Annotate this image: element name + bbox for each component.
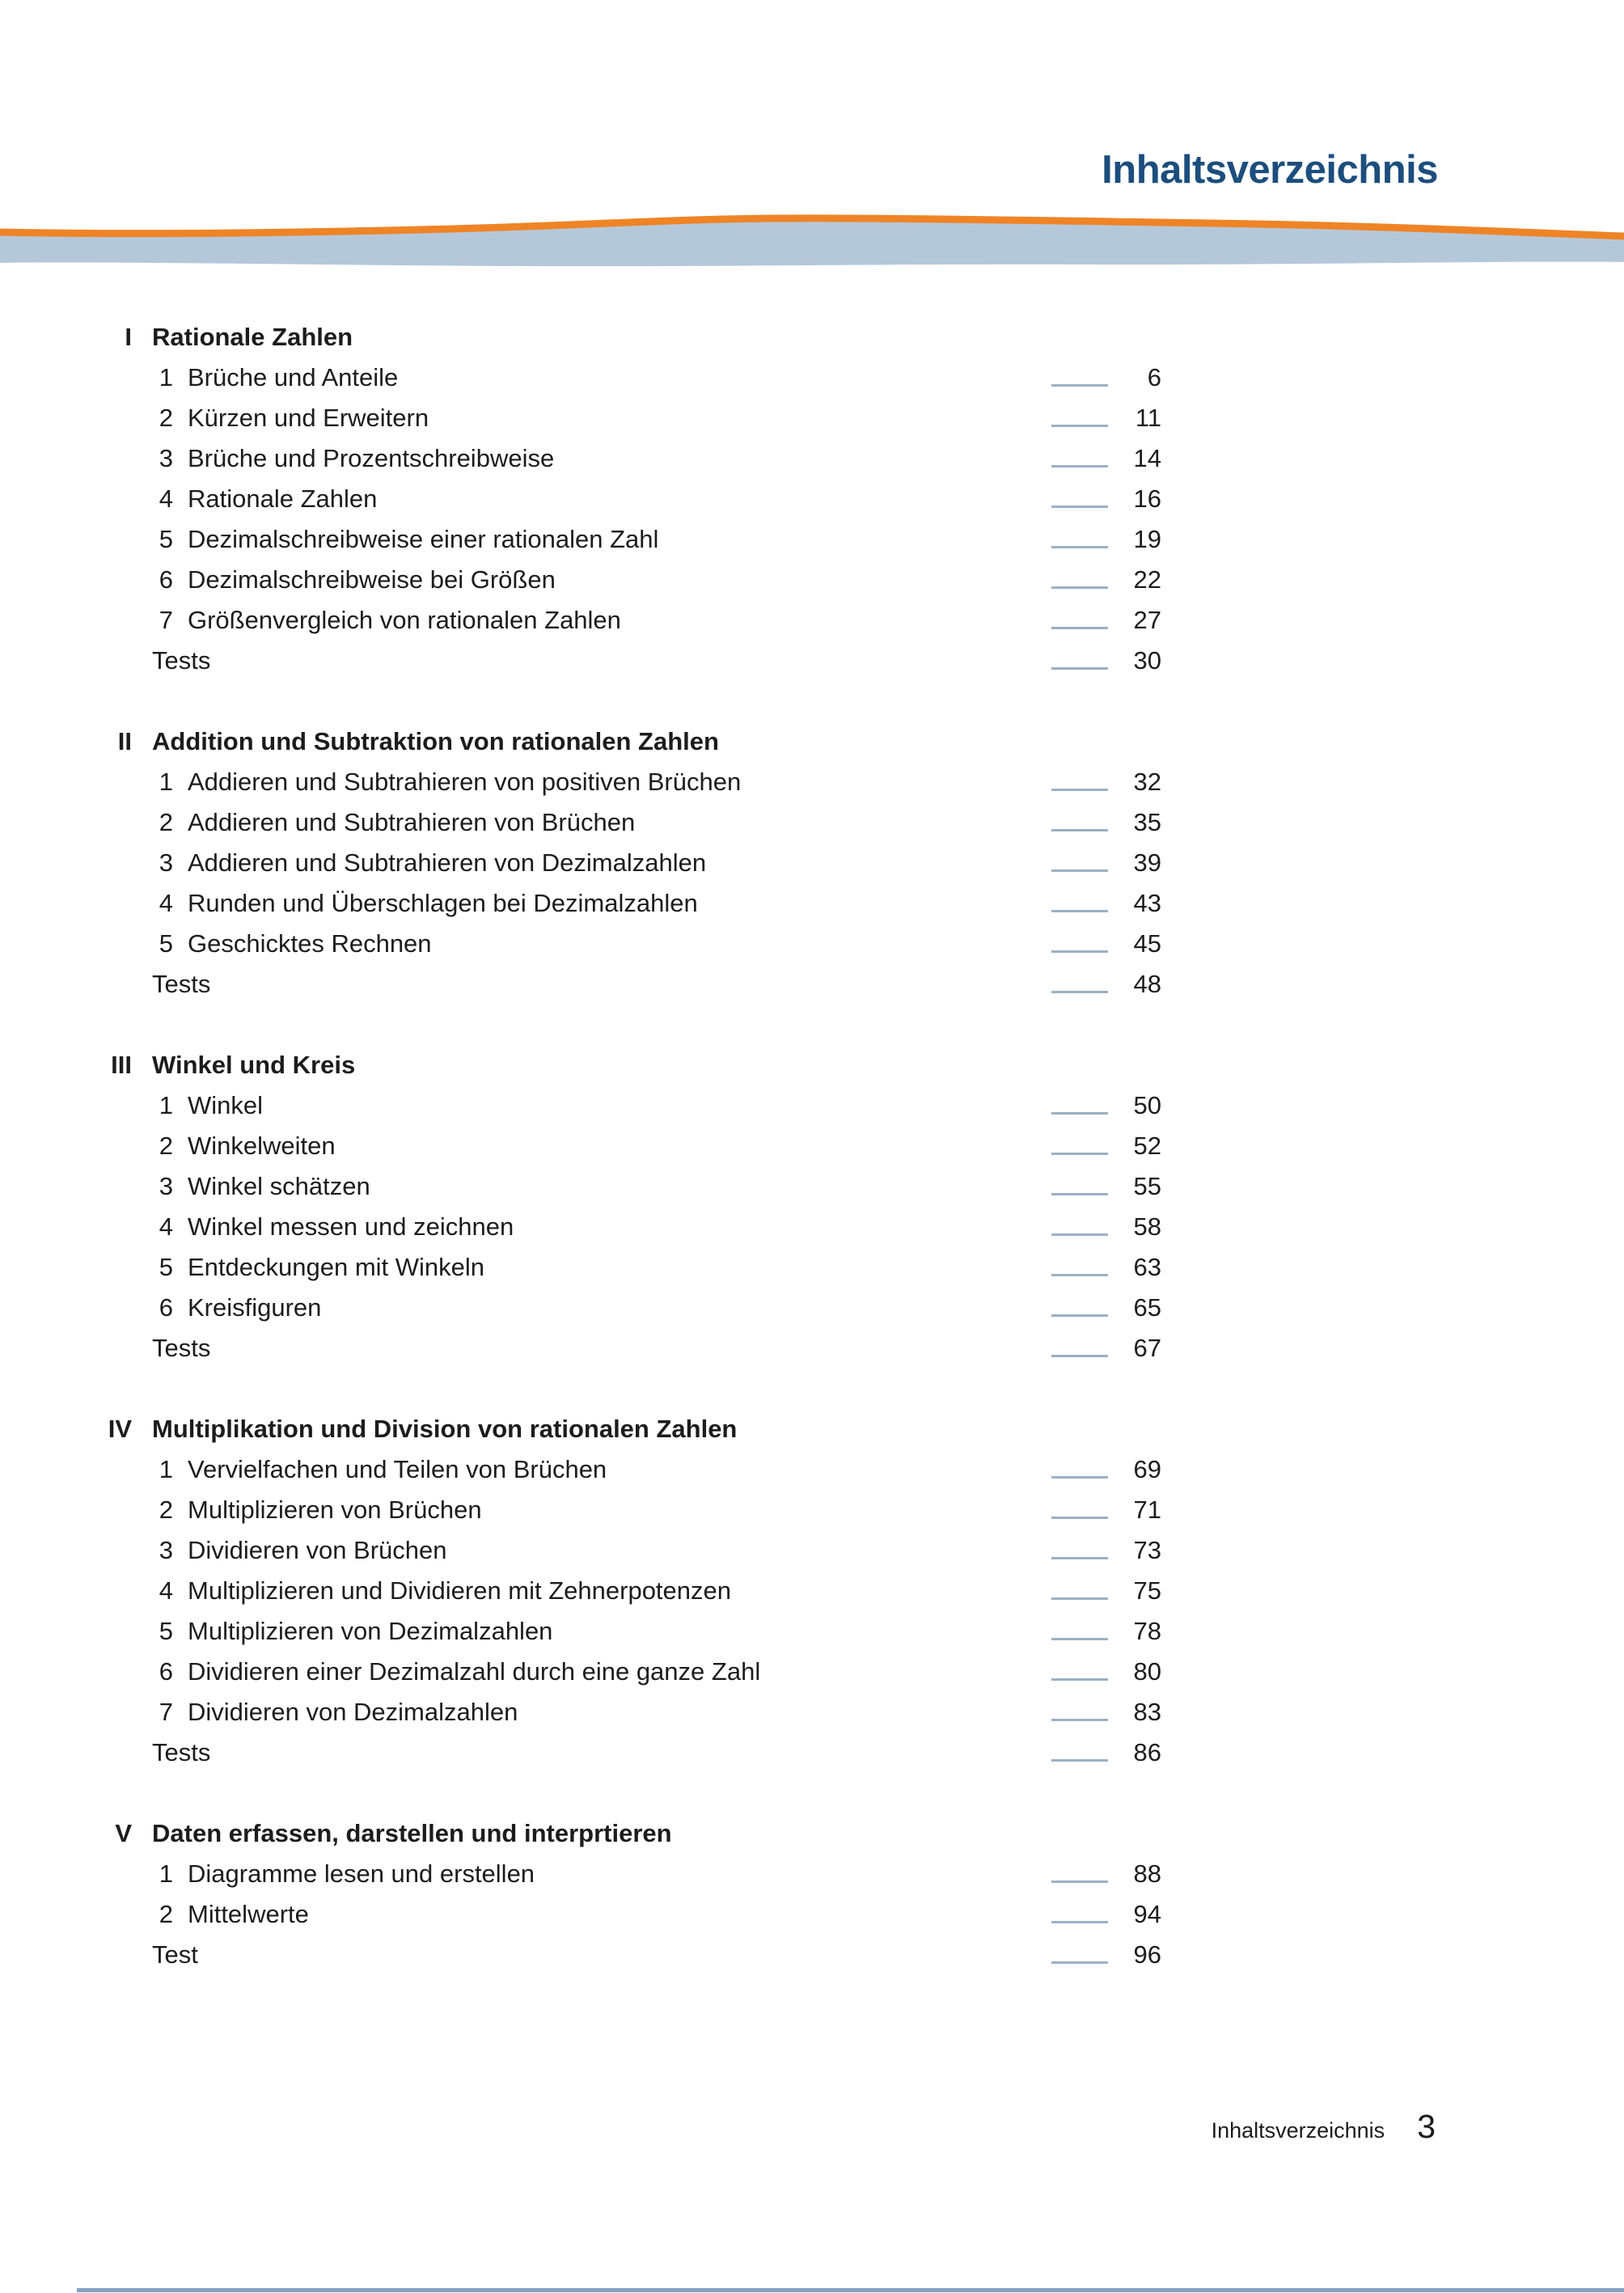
item-number: 4 (159, 1212, 173, 1241)
item-number: 4 (159, 889, 173, 917)
item-page-number: 83 (1133, 1698, 1161, 1726)
leader-line (1051, 506, 1108, 508)
item-label: Vervielfachen und Teilen von Brüchen (188, 1455, 607, 1483)
toc-section (97, 1409, 1161, 1773)
section-title: Addition und Subtraktion von rationalen Zahlen (152, 727, 719, 755)
leader-line (1051, 586, 1108, 589)
item-number: 6 (159, 1293, 173, 1322)
item-page-number: 67 (1133, 1334, 1161, 1362)
item-number: 2 (159, 1496, 173, 1524)
item-label: Kürzen und Erweitern (188, 404, 429, 432)
item-label: Multiplizieren von Brüchen (188, 1496, 482, 1524)
leader-line (1051, 1921, 1108, 1923)
section-numeral: V (115, 1819, 132, 1847)
item-number: 2 (159, 1900, 173, 1928)
item-page-number: 35 (1133, 808, 1161, 836)
toc-section (97, 1045, 1161, 1369)
item-page-number: 80 (1133, 1657, 1161, 1686)
item-label: Dividieren einer Dezimalzahl durch eine ganze Zahl (188, 1657, 761, 1686)
toc-row (97, 802, 1161, 843)
toc-row (97, 1571, 1161, 1611)
leader-line (1051, 1557, 1108, 1559)
section-header (97, 1045, 1161, 1085)
item-number: 1 (159, 768, 173, 796)
toc-section (97, 721, 1161, 1005)
item-number: 7 (159, 1698, 173, 1726)
section-header (97, 721, 1161, 762)
item-number: 2 (159, 1132, 173, 1160)
item-label: Kreisfiguren (188, 1293, 322, 1322)
leader-line (1051, 1638, 1108, 1640)
section-rows (97, 1854, 1161, 1975)
leader-line (1051, 384, 1108, 387)
item-page-number: 55 (1133, 1172, 1161, 1200)
item-number: 3 (159, 1172, 173, 1200)
item-page-number: 86 (1133, 1738, 1161, 1766)
section-rows (97, 357, 1161, 681)
toc-row (97, 357, 1161, 398)
leader-line (1051, 1112, 1108, 1115)
toc-row (97, 519, 1161, 560)
toc-row (97, 964, 1161, 1005)
item-number: 6 (159, 1657, 173, 1686)
toc-row (97, 1652, 1161, 1692)
toc-list (97, 317, 1161, 1975)
leader-line (1051, 1759, 1108, 1762)
item-number: 3 (159, 1536, 173, 1564)
toc-row (97, 883, 1161, 924)
section-rows (97, 1449, 1161, 1773)
item-page-number: 14 (1133, 444, 1161, 472)
section-header (97, 317, 1161, 357)
item-label: Winkel (188, 1091, 264, 1119)
item-label: Mittelwerte (188, 1900, 309, 1928)
item-number: 4 (159, 1576, 173, 1605)
item-label: Dezimalschreibweise einer rationalen Zahl (188, 525, 659, 553)
item-label: Multiplizieren von Dezimalzahlen (188, 1617, 553, 1645)
leader-line (1051, 546, 1108, 548)
toc-row (97, 1328, 1161, 1369)
item-label: Winkel schätzen (188, 1172, 370, 1200)
item-number: 1 (159, 1859, 173, 1888)
toc-row (97, 560, 1161, 600)
toc-row (97, 1490, 1161, 1530)
toc-row (97, 843, 1161, 883)
item-number: 1 (159, 1091, 173, 1119)
item-label: Multiplizieren und Dividieren mit Zehnerpotenzen (188, 1576, 732, 1605)
item-page-number: 52 (1133, 1132, 1161, 1160)
toc-row (97, 398, 1161, 438)
item-page-number: 22 (1133, 565, 1161, 594)
leader-line (1051, 1881, 1108, 1883)
item-page-number: 45 (1133, 929, 1161, 958)
item-page-number: 69 (1133, 1455, 1161, 1483)
section-rows (97, 762, 1161, 1005)
toc-row (97, 1126, 1161, 1166)
toc-row (97, 1935, 1161, 1975)
item-number: 7 (159, 606, 173, 634)
leader-line (1051, 1274, 1108, 1276)
item-page-number: 27 (1133, 606, 1161, 634)
item-page-number: 75 (1133, 1576, 1161, 1605)
leader-line (1051, 1153, 1108, 1155)
toc-row (97, 1449, 1161, 1490)
leader-line (1051, 1719, 1108, 1721)
item-label: Diagramme lesen und erstellen (188, 1859, 535, 1888)
leader-line (1051, 1233, 1108, 1236)
item-label: Addieren und Subtrahieren von Brüchen (188, 808, 636, 836)
leader-line (1051, 789, 1108, 791)
leader-line (1051, 667, 1108, 670)
item-page-number: 63 (1133, 1253, 1161, 1281)
toc-section (97, 1813, 1161, 1975)
item-label: Dividieren von Brüchen (188, 1536, 447, 1564)
item-page-number: 50 (1133, 1091, 1161, 1119)
toc-row (97, 1854, 1161, 1894)
leader-line (1051, 1678, 1108, 1681)
section-rows (97, 1085, 1161, 1369)
item-label: Tests (152, 970, 211, 998)
item-label: Tests (152, 1738, 211, 1766)
toc-row (97, 479, 1161, 519)
toc-row (97, 438, 1161, 479)
section-header (97, 1813, 1161, 1854)
header-wave-band (0, 209, 1624, 273)
item-page-number: 78 (1133, 1617, 1161, 1645)
item-number: 6 (159, 565, 173, 594)
leader-line (1051, 869, 1108, 872)
item-label: Entdeckungen mit Winkeln (188, 1253, 485, 1281)
item-page-number: 94 (1133, 1900, 1161, 1928)
item-label: Winkel messen und zeichnen (188, 1212, 514, 1241)
item-label: Addieren und Subtrahieren von positiven Brüchen (188, 768, 742, 796)
toc-row (97, 1288, 1161, 1328)
toc-row (97, 1166, 1161, 1207)
item-label: Winkelweiten (188, 1132, 336, 1160)
item-page-number: 71 (1133, 1496, 1161, 1524)
toc-row (97, 1530, 1161, 1571)
leader-line (1051, 950, 1108, 953)
item-label: Dezimalschreibweise bei Größen (188, 565, 556, 594)
item-label: Runden und Überschlagen bei Dezimalzahlen (188, 889, 698, 917)
leader-line (1051, 627, 1108, 629)
item-number: 5 (159, 1253, 173, 1281)
item-label: Rationale Zahlen (188, 484, 378, 513)
leader-line (1051, 425, 1108, 427)
item-number: 5 (159, 525, 173, 553)
item-label: Addieren und Subtrahieren von Dezimalzahlen (188, 848, 707, 877)
section-numeral: III (111, 1051, 132, 1079)
page-footer (1212, 2108, 1436, 2146)
item-number: 4 (159, 484, 173, 513)
item-page-number: 16 (1133, 484, 1161, 513)
item-number: 2 (159, 808, 173, 836)
section-numeral: IV (108, 1415, 132, 1443)
leader-line (1051, 465, 1108, 467)
leader-line (1051, 829, 1108, 831)
toc-row (97, 641, 1161, 681)
item-number: 2 (159, 404, 173, 432)
toc-row (97, 1692, 1161, 1732)
toc-row (97, 924, 1161, 964)
toc-row (97, 1732, 1161, 1773)
item-page-number: 39 (1133, 848, 1161, 877)
item-label: Geschicktes Rechnen (188, 929, 432, 958)
item-number: 1 (159, 1455, 173, 1483)
item-page-number: 19 (1133, 525, 1161, 553)
item-page-number: 88 (1133, 1859, 1161, 1888)
item-label: Größenvergleich von rationalen Zahlen (188, 606, 621, 634)
item-page-number: 48 (1133, 970, 1161, 998)
wave-band-svg (0, 209, 1624, 273)
item-label: Brüche und Anteile (188, 363, 399, 391)
item-label: Test (152, 1940, 198, 1969)
item-number: 1 (159, 363, 173, 391)
leader-line (1051, 1597, 1108, 1600)
toc-row (97, 1085, 1161, 1126)
section-header (97, 1409, 1161, 1449)
toc-row (97, 762, 1161, 802)
item-page-number: 32 (1133, 768, 1161, 796)
leader-line (1051, 991, 1108, 993)
leader-line (1051, 1314, 1108, 1317)
item-page-number: 30 (1133, 646, 1161, 675)
footer-section-label: Inhaltsverzeichnis (1211, 2118, 1385, 2143)
item-page-number: 58 (1133, 1212, 1161, 1241)
toc-row (97, 1207, 1161, 1247)
item-number: 3 (159, 444, 173, 472)
item-number: 5 (159, 1617, 173, 1645)
footer-page-number: 3 (1417, 2108, 1436, 2145)
leader-line (1051, 910, 1108, 912)
item-page-number: 6 (1147, 363, 1161, 391)
item-page-number: 73 (1133, 1536, 1161, 1564)
item-label: Brüche und Prozentschreibweise (188, 444, 555, 472)
leader-line (1051, 1961, 1108, 1964)
toc-row (97, 1247, 1161, 1288)
item-page-number: 65 (1133, 1293, 1161, 1322)
item-page-number: 43 (1133, 889, 1161, 917)
leader-line (1051, 1517, 1108, 1519)
page-title: Inhaltsverzeichnis (1102, 148, 1438, 192)
section-title: Winkel und Kreis (152, 1051, 356, 1079)
toc-row (97, 600, 1161, 641)
item-label: Tests (152, 1334, 211, 1362)
item-number: 5 (159, 929, 173, 958)
item-page-number: 96 (1133, 1940, 1161, 1969)
bottom-rule (77, 2288, 1624, 2292)
toc-row (97, 1894, 1161, 1935)
section-title: Daten erfassen, darstellen und interprtieren (152, 1819, 672, 1847)
leader-line (1051, 1355, 1108, 1357)
section-title: Rationale Zahlen (152, 323, 353, 351)
section-title: Multiplikation und Division von rationalen Zahlen (152, 1415, 738, 1443)
toc-section (97, 317, 1161, 681)
section-numeral: I (125, 323, 132, 351)
leader-line (1051, 1476, 1108, 1479)
item-label: Tests (152, 646, 211, 675)
toc-row (97, 1611, 1161, 1652)
item-number: 3 (159, 848, 173, 877)
section-numeral: II (117, 727, 132, 755)
leader-line (1051, 1193, 1108, 1195)
item-page-number: 11 (1135, 404, 1161, 432)
item-label: Dividieren von Dezimalzahlen (188, 1698, 518, 1726)
